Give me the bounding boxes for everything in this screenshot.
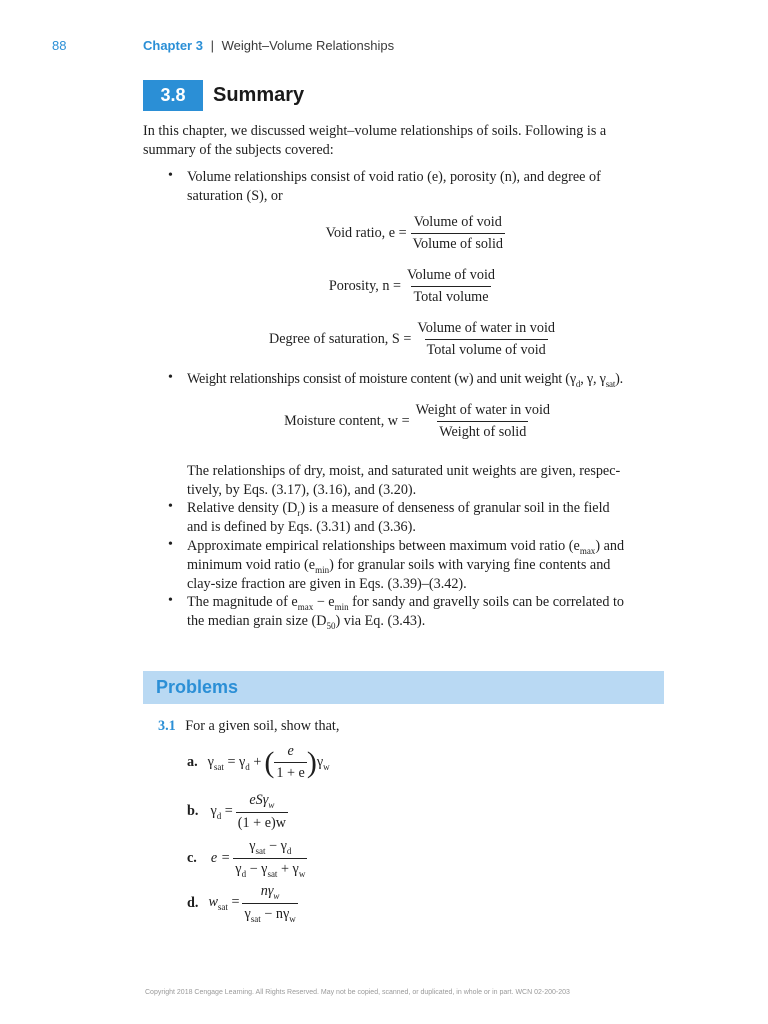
plus-gamma: + γ: [277, 860, 299, 877]
void-ratio-denominator: Volume of solid: [411, 233, 505, 253]
bullet-2-mid: , γ, γ: [580, 371, 606, 387]
bullet-2-text: [187, 370, 623, 393]
subscript-w: w: [268, 799, 275, 810]
bullet-4-start: Approximate empirical relationships between maximum void ratio (e: [187, 538, 580, 554]
label-c: c.: [187, 849, 197, 866]
problems-heading: Problems: [156, 677, 239, 697]
void-ratio-numerator: Volume of void: [413, 214, 502, 230]
subscript-sat: sat: [217, 902, 228, 913]
subscript-sat: sat: [267, 868, 278, 879]
subscript-sat: sat: [605, 378, 616, 389]
bullet-4-line-2-rest: ) for granular soils with varying fine contents and: [329, 557, 611, 573]
subscript-d: d: [216, 810, 222, 821]
bullet-5-line-2-start: the median grain size (D: [187, 613, 327, 629]
eq-c-numerator: [247, 838, 293, 858]
section-number-badge: 3.8: [143, 80, 203, 111]
gamma-symbol: γ: [210, 803, 217, 819]
gamma-symbol: γ: [244, 905, 251, 922]
left-paren: (: [264, 745, 275, 779]
moisture-numerator: Weight of water in void: [415, 402, 550, 418]
eq-c-denominator: [233, 858, 307, 879]
minus-gamma: − γ: [246, 860, 268, 877]
eq-d-numerator: [259, 883, 282, 903]
minus-n-gamma: − nγ: [260, 905, 290, 922]
subscript-d: d: [286, 845, 292, 856]
problem-text: For a given soil, show that,: [185, 718, 340, 734]
subscript-min: min: [315, 564, 330, 575]
bullet-3-line-2: and is defined by Eqs. (3.31) and (3.36).: [187, 519, 416, 535]
bullet-5-rest: for sandy and gravelly soils can be correlated to: [348, 594, 624, 610]
moisture-content-equation: [284, 402, 552, 441]
minus-gamma: − γ: [265, 838, 287, 854]
porosity-equation: [329, 267, 497, 306]
problem-number: 3.1: [158, 718, 176, 734]
eq-d-denominator: [242, 903, 297, 924]
label-d: d.: [187, 894, 199, 911]
bullet-2-cont-line-1: The relationships of dry, moist, and saturated unit weights are given, respec-: [187, 463, 621, 479]
bullet-dot: •: [168, 370, 173, 385]
subscript-sat: sat: [213, 761, 224, 772]
subscript-d: d: [241, 868, 247, 879]
porosity-numerator: Volume of void: [406, 267, 495, 283]
equals-sign: =: [221, 803, 233, 819]
bullet-dot: •: [168, 168, 173, 183]
eq-b-numerator: [247, 792, 276, 812]
header-separator: |: [210, 38, 214, 53]
saturation-denominator: Total volume of void: [425, 339, 548, 359]
subscript-sat: sat: [250, 913, 261, 924]
w-symbol: w: [208, 894, 218, 911]
bullet-5-start: The magnitude of e: [187, 594, 298, 610]
eq-a-mid: = γ: [223, 753, 246, 770]
intro-line-1: In this chapter, we discussed weight–volume relationships of soils. Following is a: [143, 123, 607, 139]
subscript-r: r: [297, 507, 301, 518]
plus-sign: +: [249, 753, 262, 770]
gamma-symbol: γ: [207, 753, 214, 770]
moisture-denominator: Weight of solid: [437, 421, 528, 441]
label-b: b.: [187, 803, 199, 820]
bullet-5-line-2: [187, 612, 425, 635]
eq-a-numerator: e: [287, 743, 294, 759]
subscript-sat: sat: [255, 845, 266, 856]
bullet-dot: •: [168, 593, 173, 608]
equation-b: [187, 792, 288, 832]
gamma-symbol: γ: [235, 860, 242, 877]
subscript-d: d: [575, 378, 581, 389]
porosity-denominator: Total volume: [411, 286, 490, 306]
void-ratio-lhs: Void ratio, e =: [325, 225, 407, 241]
label-a: a.: [187, 754, 198, 770]
saturation-equation: [269, 320, 557, 359]
bullet-4-line-2-start: minimum void ratio (e: [187, 557, 316, 573]
chapter-label: Chapter 3: [143, 38, 203, 53]
subscript-w: w: [289, 913, 296, 924]
problem-3-1: [158, 717, 339, 736]
right-paren: ): [306, 745, 317, 779]
equation-c: [187, 838, 307, 879]
equation-d: [187, 883, 298, 924]
eq-a-tail: [317, 754, 330, 772]
bullet-1-line-2: saturation (S), or: [187, 188, 283, 204]
saturation-numerator: Volume of water in void: [417, 320, 555, 336]
equals-sign: =: [227, 894, 240, 911]
bullet-5-line-2-rest: ) via Eq. (3.43).: [335, 613, 426, 629]
gamma-symbol: γ: [249, 838, 256, 854]
bullet-2-cont-line-2: tively, by Eqs. (3.17), (3.16), and (3.20).: [187, 482, 417, 498]
subscript-max: max: [297, 601, 314, 612]
gamma-symbol: γ: [316, 753, 324, 770]
page-number: 88: [52, 38, 67, 53]
eq-b-num-text: eSγ: [249, 792, 269, 808]
bullet-3-rest: ) is a measure of denseness of granular soil in the field: [300, 500, 610, 516]
subscript-50: 50: [326, 620, 336, 631]
bullet-3-start: Relative density (D: [187, 500, 298, 516]
void-ratio-equation: [326, 214, 505, 253]
intro-line-2: summary of the subjects covered:: [143, 142, 334, 158]
eq-d-num-text: nγ: [260, 883, 274, 899]
subscript-w: w: [273, 890, 280, 901]
moisture-lhs: Moisture content, w =: [284, 413, 410, 429]
bullet-2-start: Weight relationships consist of moisture content (w) and unit weight (γ: [187, 371, 576, 387]
eq-d-lhs: [208, 894, 239, 912]
subscript-max: max: [579, 545, 596, 556]
eq-a-denominator: 1 + e: [274, 762, 307, 782]
eq-b-lhs: [210, 803, 232, 821]
subscript-min: min: [334, 601, 349, 612]
running-header: [143, 38, 394, 53]
bullet-5-minus: − e: [313, 594, 335, 610]
chapter-title: Weight–Volume Relationships: [221, 38, 395, 53]
saturation-lhs: Degree of saturation, S =: [268, 331, 412, 347]
eq-b-denominator: (1 + e)w: [236, 812, 288, 832]
equation-a: [187, 743, 330, 782]
porosity-lhs: Porosity, n =: [328, 278, 401, 294]
subscript-w: w: [323, 761, 330, 772]
bullet-4-rest: ) and: [595, 538, 625, 554]
bullet-dot: •: [168, 537, 173, 552]
eq-a-lhs: [208, 754, 262, 772]
bullet-2-end: ).: [615, 371, 624, 387]
eq-c-lhs: e =: [210, 849, 231, 866]
bullet-dot: •: [168, 499, 173, 514]
section-title: Summary: [213, 84, 305, 106]
subscript-d: d: [245, 761, 250, 772]
bullet-4-line-3: clay-size fraction are given in Eqs. (3.39)–(3.42).: [187, 576, 467, 592]
copyright-footer: Copyright 2018 Cengage Learning. All Rights Reserved. May not be copied, scanned, or duplicated, in whole or in part. WCN 02-200-203: [145, 989, 570, 996]
bullet-1-line-1: Volume relationships consist of void ratio (e), porosity (n), and degree of: [187, 169, 601, 185]
subscript-w: w: [298, 868, 306, 879]
